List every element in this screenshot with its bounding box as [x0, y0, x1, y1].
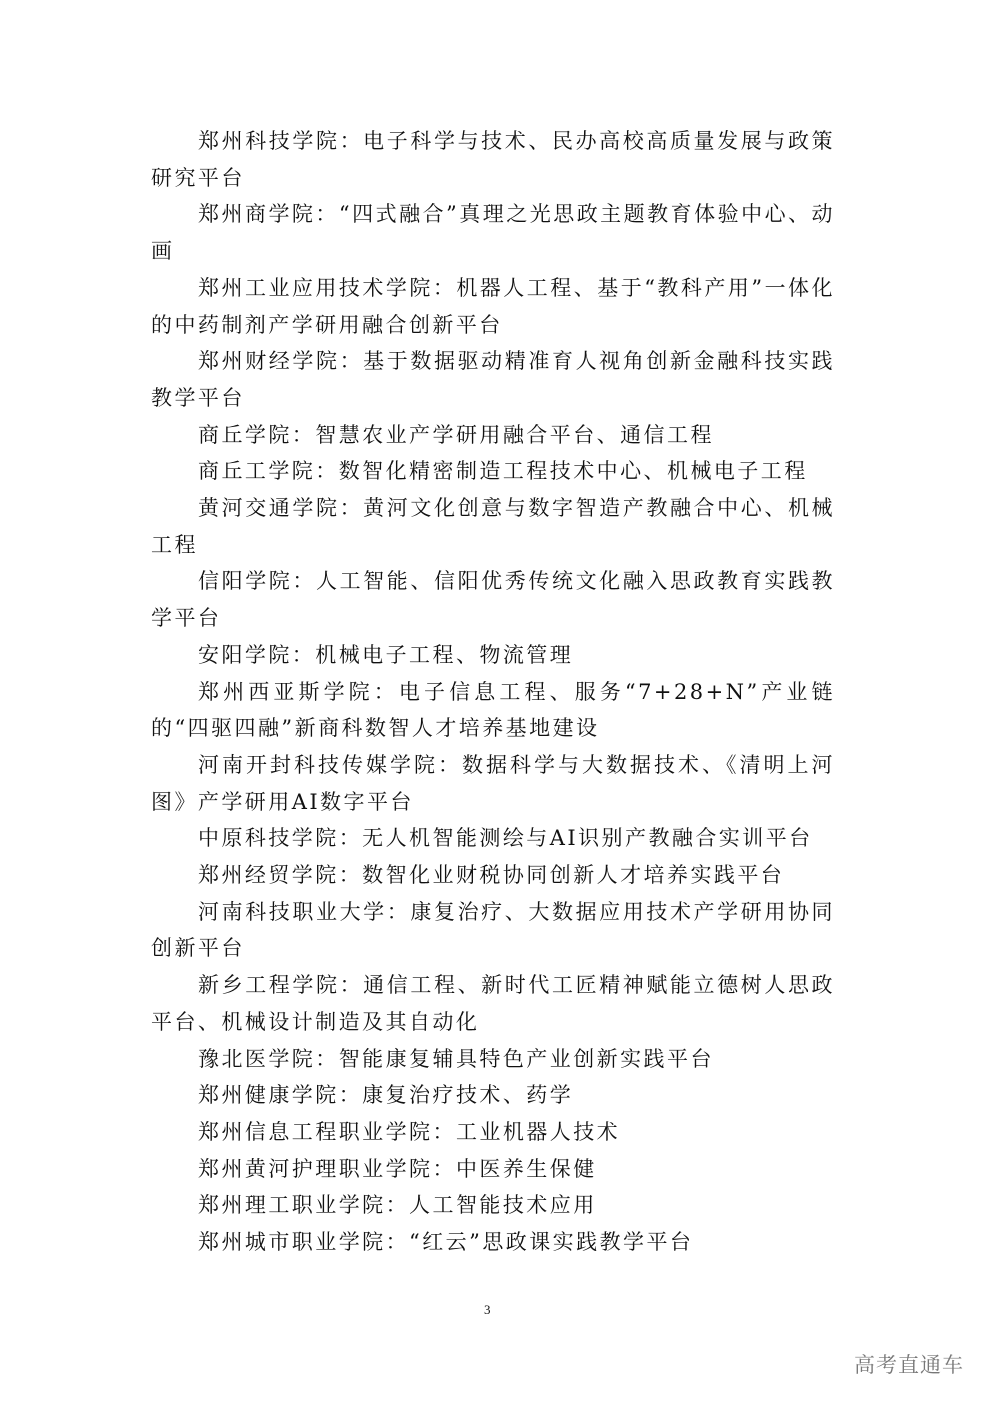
paragraph: 商丘学院：智慧农业产学研用融合平台、通信工程 — [198, 422, 714, 447]
watermark: 高考直通车 — [854, 1353, 964, 1377]
paragraph: 郑州理工职业学院：人工智能技术应用 — [198, 1193, 597, 1218]
paragraph: 郑州科技学院：电子科学与技术、民办高校高质量发展与政策研究平台 — [151, 129, 835, 190]
paragraph: 郑州财经学院：基于数据驱动精准育人视角创新金融科技实践教学平台 — [151, 349, 835, 410]
paragraph: 郑州健康学院：康复治疗技术、药学 — [198, 1083, 574, 1108]
paragraph: 河南开封科技传媒学院：数据科学与大数据技术、《清明上河图》产学研用AI数字平台 — [151, 752, 835, 814]
paragraph: 河南科技职业大学：康复治疗、大数据应用技术产学研用协同创新平台 — [151, 899, 835, 961]
document-body — [151, 123, 835, 1261]
paragraph: 郑州工业应用技术学院：机器人工程、基于“教科产用”一体化的中药制剂产学研用融合创新平台 — [151, 275, 835, 337]
paragraph: 郑州商学院：“四式融合”真理之光思政主题教育体验中心、动画 — [151, 202, 835, 264]
paragraph: 郑州经贸学院：数智化业财税协同创新人才培养实践平台 — [198, 863, 785, 888]
paragraph: 黄河交通学院：黄河文化创意与数字智造产教融合中心、机械工程 — [151, 496, 835, 557]
paragraph: 信阳学院：人工智能、信阳优秀传统文化融入思政教育实践教学平台 — [151, 569, 835, 631]
paragraph: 郑州西亚斯学院：电子信息工程、服务“7+28+N”产业链的“四驱四融”新商科数智人才培养基地建设 — [151, 679, 835, 741]
paragraph: 安阳学院：机械电子工程、物流管理 — [198, 642, 574, 667]
paragraph: 郑州黄河护理职业学院：中医养生保健 — [198, 1156, 597, 1181]
paragraph: 郑州信息工程职业学院：工业机器人技术 — [198, 1119, 621, 1144]
paragraph: 豫北医学院：智能康复辅具特色产业创新实践平台 — [198, 1046, 714, 1071]
page-number: 3 — [484, 1302, 491, 1317]
paragraph: 郑州城市职业学院：“红云”思政课实践教学平台 — [198, 1230, 694, 1255]
paragraph: 新乡工程学院：通信工程、新时代工匠精神赋能立德树人思政平台、机械设计制造及其自动化 — [151, 973, 835, 1034]
paragraph: 商丘工学院：数智化精密制造工程技术中心、机械电子工程 — [198, 459, 808, 484]
paragraph: 中原科技学院：无人机智能测绘与AI识别产教融合实训平台 — [198, 826, 813, 851]
